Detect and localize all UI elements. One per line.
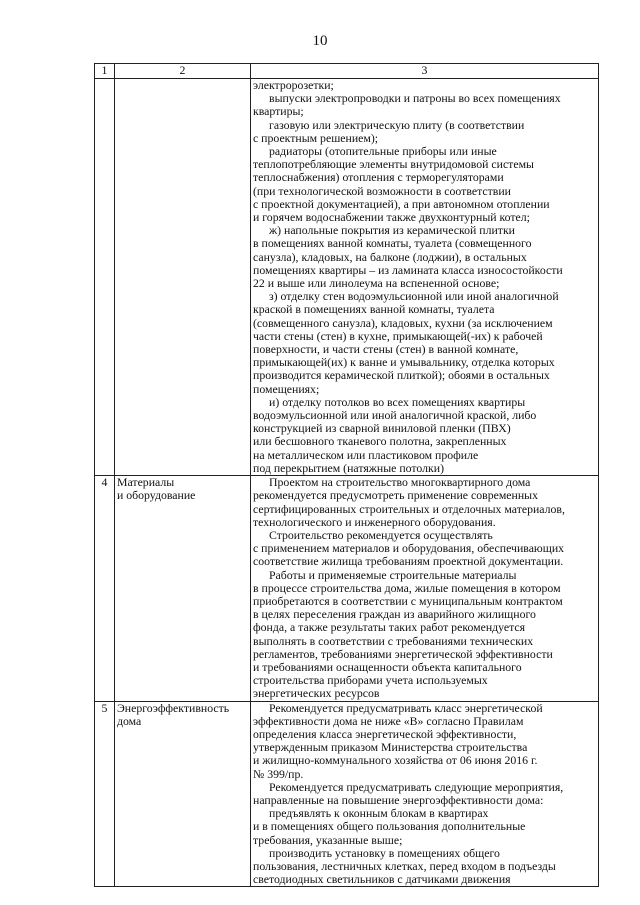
text-line: теплопотребляющие элементы внутридомовой системы	[253, 157, 534, 172]
text-line: производится керамической плиткой); обоями в остальных	[253, 368, 550, 383]
text-line: квартиры;	[253, 104, 304, 119]
text-line: радиаторы (отопительные приборы или иные	[269, 144, 497, 159]
text-line: з) отделку стен водоэмульсионной или иной аналогичной	[269, 289, 559, 304]
row-title	[115, 476, 251, 701]
header-col-1: 1	[95, 64, 115, 79]
row-number	[95, 79, 115, 476]
text-line: или бесшовного тканевого полотна, закрепленных	[253, 434, 507, 449]
text-line: и жилищно-коммунального хозяйства от 06 июня 2016 г.	[253, 753, 538, 768]
text-line: ж) напольные покрытия из керамической плитки	[269, 223, 515, 238]
row-description	[251, 701, 599, 887]
header-col-3: 3	[251, 64, 599, 79]
row-number: 5	[95, 701, 115, 887]
requirements-table	[94, 63, 599, 887]
text-line: светодиодных светильников с датчиками движения	[253, 872, 511, 887]
text-line: Проектом на строительство многоквартирного дома	[269, 475, 531, 490]
text-line: поверхности, и части стены (стен) в ванной комнате,	[253, 342, 519, 357]
row-description	[251, 79, 599, 476]
row-title	[115, 701, 251, 887]
text-line: Рекомендуется предусматривать класс энергетической	[269, 700, 543, 715]
text-line: выполнять в соответствии с требованиями технических	[253, 633, 534, 648]
text-line: конструкцией из сварной виниловой пленки (ПВХ)	[253, 421, 511, 436]
text-line: помещениях;	[253, 381, 320, 396]
text-line: 22 и выше или линолеума на вспененной основе;	[253, 276, 500, 291]
text-line: в процессе строительства дома, жилые помещения в котором	[253, 580, 561, 595]
table-row	[95, 476, 599, 701]
text-line: с применением материалов и оборудования, обеспечивающих	[253, 541, 565, 556]
text-line: газовую или электрическую плиту (в соответствии	[269, 117, 525, 132]
text-line: утвержденным приказом Министерства строительства	[253, 740, 528, 755]
text-line: с проектным решением);	[253, 130, 379, 145]
row-title-line: и оборудование	[117, 488, 196, 503]
text-line: примыкающей(их) к ванне и умывальнику, отделка которых	[253, 355, 555, 370]
text-line: соответствие жилища требованиям проектной документации.	[253, 554, 564, 569]
table-header-row	[95, 64, 599, 79]
text-line: определения класса энергетической эффективности,	[253, 726, 517, 741]
text-line: фонда, а также результаты таких работ рекомендуется	[253, 620, 526, 635]
page-number: 10	[312, 33, 328, 49]
text-line: строительства приборами учета используемых	[253, 673, 488, 688]
text-line: помещениях квартиры – из ламината класса износостойкости	[253, 262, 563, 277]
text-line: (совмещенного санузла), кладовых, кухни (за исключением	[253, 315, 553, 330]
text-line: теплоснабжения) отопления с терморегуляторами	[253, 170, 504, 185]
row-title	[115, 79, 251, 476]
text-line: Рекомендуется предусматривать следующие мероприятия,	[269, 779, 564, 794]
text-line: в целях переселения граждан из аварийного жилищного	[253, 607, 536, 622]
text-line: (при технологической возможности в соответствии	[253, 183, 511, 198]
text-line: направленные на повышение энергоэффективности дома:	[253, 792, 544, 807]
text-line: энергетических ресурсов	[253, 686, 380, 701]
text-line: и горячем водоснабжении также двухконтурный котел;	[253, 210, 530, 225]
text-line: краской в помещениях ванной комнаты, туалета	[253, 302, 495, 317]
text-line: в помещениях ванной комнаты, туалета (совмещенного	[253, 236, 532, 251]
text-line: предъявлять к оконным блокам в квартирах	[269, 806, 489, 821]
text-line: на металлическом или пластиковом профиле	[253, 447, 479, 462]
table-row	[95, 701, 599, 887]
text-line: Работы и применяемые строительные материалы	[269, 567, 517, 582]
row-title-line: дома	[117, 713, 142, 728]
text-line: водоэмульсионной или иной аналогичной краской, либо	[253, 408, 537, 423]
text-line: электророзетки;	[253, 78, 334, 92]
header-col-2: 2	[115, 64, 251, 79]
text-line: приобретаются в соответствии с муниципальным контрактом	[253, 593, 563, 608]
text-line: с проектной документацией), а при автономном отоплении	[253, 196, 550, 211]
text-line: № 399/пр.	[253, 766, 304, 781]
text-line: санузла), кладовых, на балконе (лоджии), в остальных	[253, 249, 527, 264]
text-line: под перекрытием (натяжные потолки)	[253, 460, 445, 475]
text-line: эффективности дома не ниже «В» согласно Правилам	[253, 713, 524, 728]
row-number: 4	[95, 476, 115, 701]
row-title-line: Энергоэффективность	[117, 700, 230, 715]
text-line: производить установку в помещениях общего	[269, 845, 500, 860]
text-line: требования, указанные выше;	[253, 832, 403, 847]
text-line: и в помещениях общего пользования дополнительные	[253, 819, 526, 834]
text-line: и требованиями оснащенности объекта капитального	[253, 659, 522, 674]
text-line: пользования, лестничных клетках, перед входом в подъезды	[253, 858, 556, 873]
text-line: и) отделку потолков во всех помещениях квартиры	[269, 394, 526, 409]
text-line: части стены (стен) в кухне, примыкающей(-их) к рабочей	[253, 328, 543, 343]
text-line: технологического и инженерного оборудования.	[253, 514, 496, 529]
text-line: выпуски электропроводки и патроны во всех помещениях	[269, 91, 561, 106]
row-description	[251, 476, 599, 701]
text-line: Строительство рекомендуется осуществлять	[269, 527, 493, 542]
text-line: сертифицированных строительных и отделочных материалов,	[253, 501, 565, 516]
row-title-line: Материалы	[117, 475, 175, 490]
table-row	[95, 79, 599, 476]
text-line: регламентов, требованиями энергетической эффективности	[253, 646, 553, 661]
text-line: рекомендуется предусмотреть применение современных	[253, 488, 538, 503]
